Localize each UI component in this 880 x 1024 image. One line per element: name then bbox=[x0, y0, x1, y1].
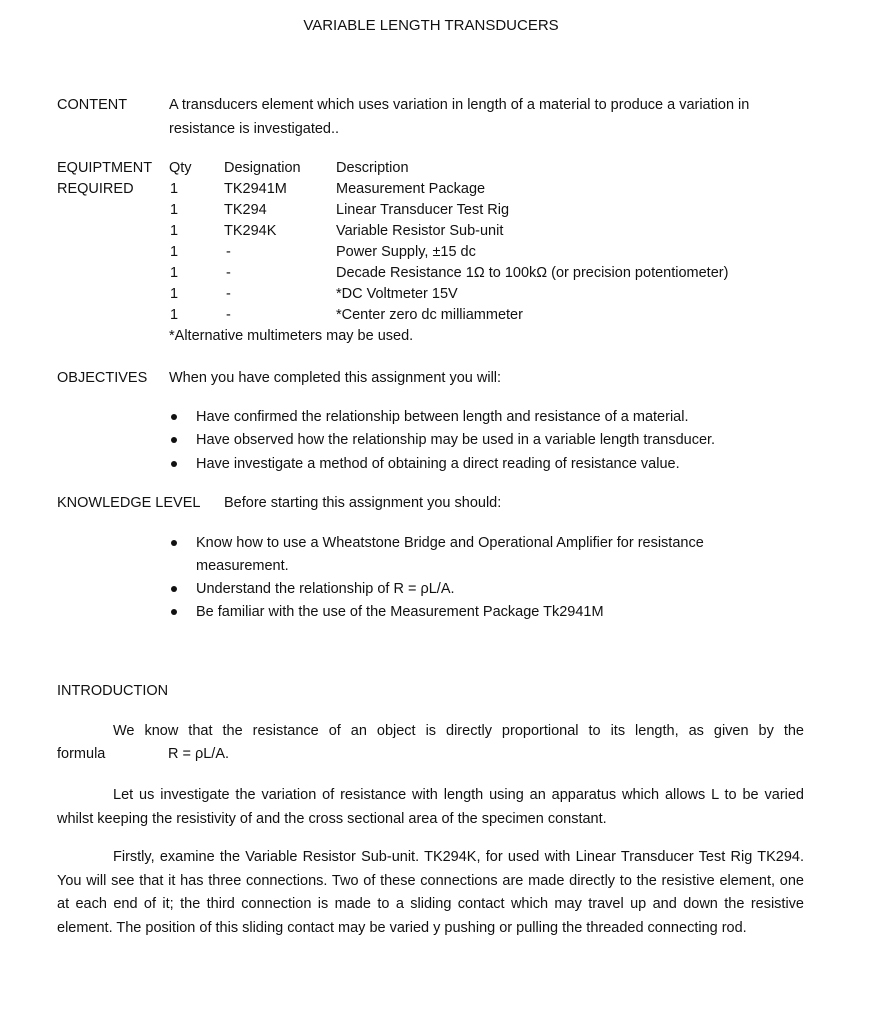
designation-header: Designation bbox=[224, 160, 301, 176]
formula: R = ρL/A. bbox=[168, 746, 230, 762]
content-text-line2: resistance is investigated.. bbox=[169, 121, 340, 137]
table-row-designation: TK2941M bbox=[224, 181, 287, 197]
qty-header: Qty bbox=[169, 160, 192, 176]
intro-paragraph-3-text: Firstly, examine the Variable Resistor Sub-unit. TK294K, for used with Linear Transducer Test Rig TK294. You will see that it has three connections. Two of these connections are made directly to the resistive element, one at each end of it; the third connection is made to a sliding contact which may travel up and down the resistive element. The position of this sliding contact may be varied y pushing or pulling the threaded connecting rod. bbox=[57, 849, 804, 936]
objectives-label: OBJECTIVES bbox=[57, 370, 148, 386]
intro-paragraph-2 bbox=[57, 784, 804, 831]
required-label: REQUIRED bbox=[57, 181, 134, 197]
table-row-designation: TK294 bbox=[224, 202, 267, 218]
objective-item: Have confirmed the relationship between length and resistance of a material. bbox=[196, 409, 689, 425]
content-label: CONTENT bbox=[57, 97, 128, 113]
table-row-description: *Center zero dc milliammeter bbox=[336, 307, 523, 323]
table-row-description: Linear Transducer Test Rig bbox=[336, 202, 510, 218]
table-row-designation: - bbox=[226, 286, 231, 302]
knowledge-item: Understand the relationship of R = ρL/A. bbox=[196, 581, 455, 597]
table-row-designation: - bbox=[226, 307, 231, 323]
introduction-heading: INTRODUCTION bbox=[57, 683, 169, 699]
table-row-qty: 1 bbox=[170, 244, 179, 260]
objective-item: Have investigate a method of obtaining a direct reading of resistance value. bbox=[196, 456, 680, 472]
table-row-description: *DC Voltmeter 15V bbox=[336, 286, 458, 302]
objective-item: Have observed how the relationship may be used in a variable length transducer. bbox=[196, 432, 716, 448]
description-header: Description bbox=[336, 160, 409, 176]
knowledge-label: KNOWLEDGE LEVEL bbox=[57, 495, 201, 511]
formula-word: formula bbox=[57, 746, 106, 762]
equipment-label: EQUIPTMENT bbox=[57, 160, 153, 176]
bullet-icon bbox=[171, 437, 177, 443]
table-row-designation: - bbox=[226, 265, 231, 281]
table-row-designation: TK294K bbox=[224, 223, 277, 239]
table-row-qty: 1 bbox=[170, 286, 179, 302]
table-row-qty: 1 bbox=[170, 307, 179, 323]
knowledge-item: Know how to use a Wheatstone Bridge and Operational Amplifier for resistance bbox=[196, 535, 704, 551]
bullet-icon bbox=[171, 586, 177, 592]
bullet-icon bbox=[171, 414, 177, 420]
table-row-description: Measurement Package bbox=[336, 181, 486, 197]
table-row-description: Power Supply, ±15 dc bbox=[336, 244, 476, 260]
knowledge-intro: Before starting this assignment you should: bbox=[224, 495, 502, 511]
table-row-qty: 1 bbox=[170, 181, 179, 197]
page-title: VARIABLE LENGTH TRANSDUCERS bbox=[303, 17, 559, 34]
intro-paragraph-2-text: Let us investigate the variation of resistance with length using an apparatus which allows L to be varied whilst keeping the resistivity of and the cross sectional area of the specimen constant. bbox=[57, 787, 804, 827]
table-row-description: Decade Resistance 1Ω to 100kΩ (or precision potentiometer) bbox=[336, 265, 729, 281]
bullet-icon bbox=[171, 609, 177, 615]
knowledge-item: Be familiar with the use of the Measurement Package Tk2941M bbox=[196, 604, 604, 620]
table-row-qty: 1 bbox=[170, 202, 179, 218]
equipment-note: *Alternative multimeters may be used. bbox=[169, 328, 414, 344]
table-row-qty: 1 bbox=[170, 223, 179, 239]
intro-paragraph-3 bbox=[57, 846, 804, 940]
knowledge-item-continued: measurement. bbox=[196, 558, 289, 574]
bullet-icon bbox=[171, 540, 177, 546]
table-row-designation: - bbox=[226, 244, 231, 260]
intro-paragraph-1-line1: We know that the resistance of an object is directly proportional to its length, as given by the bbox=[113, 723, 804, 739]
table-row-description: Variable Resistor Sub-unit bbox=[336, 223, 504, 239]
table-row-qty: 1 bbox=[170, 265, 179, 281]
bullet-icon bbox=[171, 461, 177, 467]
content-text-line1: A transducers element which uses variation in length of a material to produce a variation in bbox=[169, 97, 750, 113]
objectives-intro: When you have completed this assignment you will: bbox=[169, 370, 502, 386]
